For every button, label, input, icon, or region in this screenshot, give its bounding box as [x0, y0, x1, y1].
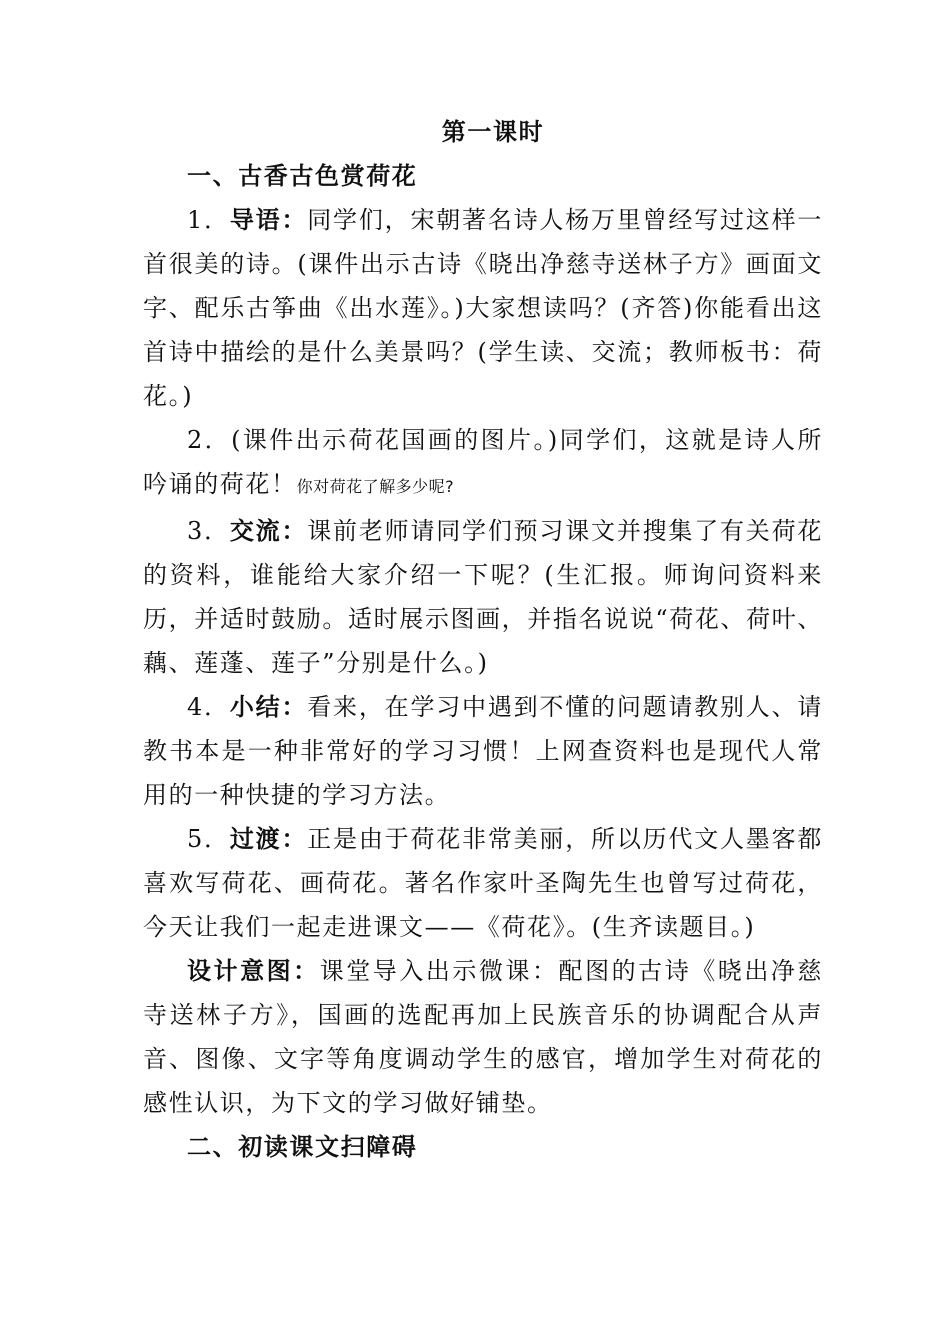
- item-text: 课前老师请同学们预习课文并搜集了有关荷花的资料，谁能给大家介绍一下呢？(生汇报。师询问资料来历，并适时鼓励。适时展示图画，并指名说说“荷花、荷叶、藕、莲蓬、莲子”分别是什么。): [143, 517, 823, 677]
- design-intent-paragraph: [143, 949, 823, 1125]
- item-number: 3．: [187, 517, 230, 545]
- item-number: 4．: [187, 693, 230, 721]
- item-small-text: 你对荷花了解多少呢?: [296, 477, 455, 496]
- paragraph-item-3: [143, 509, 823, 685]
- design-intent-label: 设计意图：: [187, 957, 320, 985]
- item-label: 导语：: [229, 206, 308, 234]
- section-heading-1: 一、古香古色赏荷花: [187, 162, 418, 190]
- section-heading-2: 二、初读课文扫障碍: [187, 1133, 418, 1161]
- document-content: [143, 110, 823, 1169]
- item-text: 同学们，宋朝著名诗人杨万里曾经写过这样一首很美的诗。(课件出示古诗《晓出净慈寺送林子方》画面文字、配乐古筝曲《出水莲》。)大家想读吗？(齐答)你能看出这首诗中描绘的是什么美景吗？(学生读、交流；教师板书：荷花。): [143, 206, 823, 410]
- paragraph-item-1: [143, 198, 823, 418]
- item-text: 看来，在学习中遇到不懂的问题请教别人、请教书本是一种非常好的学习习惯！上网查资料也是现代人常用的一种快捷的学习方法。: [143, 693, 823, 809]
- item-text: (课件出示荷花国画的图片。)同学们，这就是诗人所吟诵的荷花！: [143, 426, 823, 498]
- paragraph-item-5: [143, 817, 823, 949]
- item-label: 小结：: [229, 693, 308, 721]
- design-intent-text: 课堂导入出示微课：配图的古诗《晓出净慈寺送林子方》，国画的选配再加上民族音乐的协调配合从声音、图像、文字等角度调动学生的感官，增加学生对荷花的感性认识，为下文的学习做好铺垫。: [143, 957, 824, 1117]
- paragraph-item-4: [143, 685, 823, 817]
- paragraph-item-2: [143, 418, 823, 509]
- item-label: 交流：: [229, 517, 308, 545]
- item-number: 1．: [187, 206, 230, 234]
- page-title: 第一课时: [441, 118, 545, 146]
- item-label: 过渡：: [229, 825, 308, 853]
- item-number: 5．: [187, 825, 230, 853]
- item-text: 正是由于荷花非常美丽，所以历代文人墨客都喜欢写荷花、画荷花。著名作家叶圣陶先生也曾写过荷花，今天让我们一起走进课文——《荷花》。(生齐读题目。): [143, 825, 823, 941]
- item-number: 2．: [187, 426, 232, 454]
